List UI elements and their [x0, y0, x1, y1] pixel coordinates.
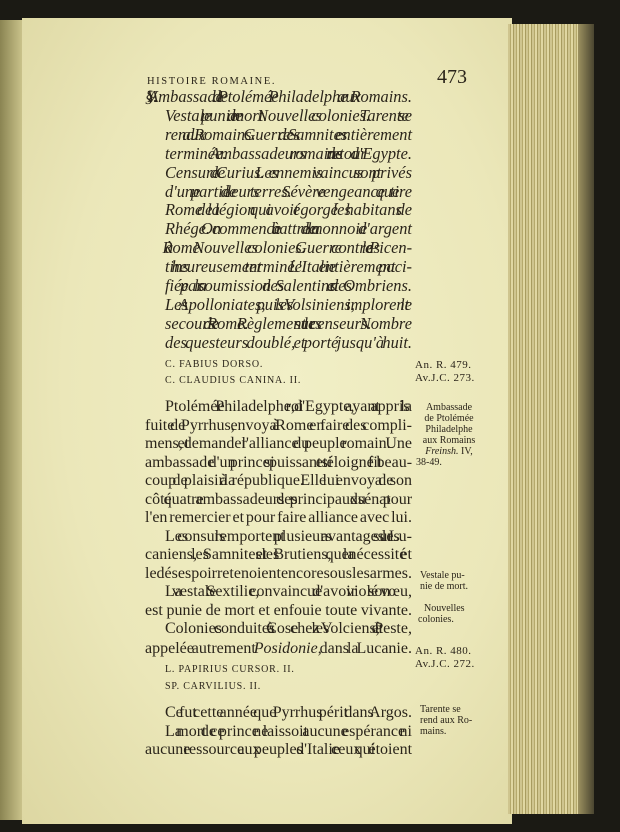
summary-line: secours de Rome. Règlement sur les censeurs. Nombre [165, 314, 412, 333]
italic-place-name: Posidonie [253, 640, 318, 657]
text-segment: , dans la Lucanie. [317, 640, 412, 657]
note-line: 38-49. [416, 457, 442, 468]
year-note: Av.J.C. 272. [415, 658, 475, 670]
consul-name: L. PAPIRIUS CURSOR. II. [165, 664, 295, 675]
text-line: mens, et demander l'alliance du peuple romain. Une [145, 435, 412, 452]
text-line: coup de plaisir à la république. Elle lui envoya de son [145, 472, 412, 489]
year-note: An. R. 479. [415, 359, 472, 371]
running-title: HISTOIRE ROMAINE. [147, 76, 277, 87]
facing-page-edge [0, 20, 22, 820]
summary-line: Censure de Curius. Les ennemis vaincus sont privés [165, 163, 412, 182]
note-line: nie de mort. [420, 581, 469, 592]
text-line: La vestale Sextilie, convaincue d'avoir violé son vœu, [165, 583, 412, 600]
text-line-posidonie [145, 640, 412, 658]
summary-line: Rome de la légion qui avoit égorgé les habitans de [165, 200, 413, 219]
text-line: ambassade d'un prince si puissant et si éloigné fit beau- [145, 454, 413, 471]
note-line: Nouvelles [424, 603, 465, 614]
note-ref: Freinsh. [425, 446, 459, 457]
summary-line: Les Apolloniates, puis les Volsiniens, implorent le [165, 295, 413, 314]
text-line: l'en remercier et pour faire alliance avec lui. [145, 509, 412, 526]
text-line: caniens, les Samnites et les Brutiens, que la nécessité et [145, 546, 412, 563]
margin-note-vestale [420, 570, 468, 592]
note-line: de Ptolémée [424, 413, 474, 424]
text-line: Les consuls remportent plusieurs avantages sur les Lu- [165, 528, 412, 545]
margin-note-tarente [420, 704, 472, 737]
note-ref: IV, [458, 446, 473, 457]
text-line: fuite de Pyrrhus, envoya à Rome en faire des compli- [145, 417, 412, 434]
text-segment: appelée autrement [145, 640, 254, 657]
consul-name: C. FABIUS DORSO. [165, 359, 264, 370]
note-line: Tarente se [420, 704, 461, 715]
note-line: rend aux Ro- [420, 715, 473, 726]
text-line: Ce fut cette année que Pyrrhus périt dans Argos. [165, 704, 412, 721]
text-line: Colonies conduites à Cose chez les Volciens, et à Peste, [165, 620, 412, 637]
summary-line: Rhége. On commence à battre de la monnoie d'argent [165, 219, 412, 238]
summary-line: d'une partie de leurs terres. Sévère vengeance que tire [165, 182, 412, 201]
summary-line: tins heureusement terminée. L'Italie entièrement paci- [165, 257, 412, 276]
consul-name: C. CLAUDIUS CANINA. II. [165, 375, 302, 386]
summary-line: §. V. Ambassade de Ptolémée Philadelphe aux Romains. [145, 87, 412, 106]
text-line: La mort de ce prince ne laissoit aucune espérance ni [165, 723, 412, 740]
summary-line: rend aux Romains. Guerre des Samnites entièrement [165, 125, 413, 144]
year-note: Av.J.C. 273. [415, 372, 475, 384]
text-line: aucune ressource aux peuples d'Italie : ceux qui étoient [145, 741, 413, 758]
margin-note-colonies [418, 603, 465, 625]
summary-line: à Rome. Nouvelles colonies. Guerre contre les Picen- [165, 238, 413, 257]
text-line: le désespoir retenoient encore sous les armes. [145, 565, 413, 582]
note-line: mains. [420, 726, 447, 737]
summary-line: terminée. Ambassadeurs romains de retour d'Egypte. [165, 144, 412, 163]
note-line: colonies. [418, 614, 454, 625]
text-line: côté quatre ambassadeurs des principaux du sénat pour [145, 491, 413, 508]
margin-note-ambassade [416, 402, 482, 468]
text-line: Ptolémée Philadelphe, roi d'Egypte, ayant appris la [165, 398, 412, 415]
text-line: est punie de mort et enfouie toute vivante. [145, 602, 413, 619]
year-note: An. R. 480. [415, 645, 472, 657]
note-line: Philadelphe [425, 424, 473, 435]
note-line: Vestale pu- [420, 570, 465, 581]
note-line: aux Romains [422, 435, 476, 446]
note-line: Ambassade [425, 402, 473, 413]
summary-line: Vestale punie de mort. Nouvelles colonies. Tarente se [165, 106, 412, 125]
summary-line: des questeurs doublé, et porté jusqu'à huit. [165, 333, 413, 352]
page-number: 473 [437, 66, 467, 88]
page-edges [508, 24, 594, 814]
consul-name: SP. CARVILIUS. II. [165, 681, 262, 692]
summary-line: fiée par la soumission des Salentins et des Ombriens. [165, 276, 412, 295]
